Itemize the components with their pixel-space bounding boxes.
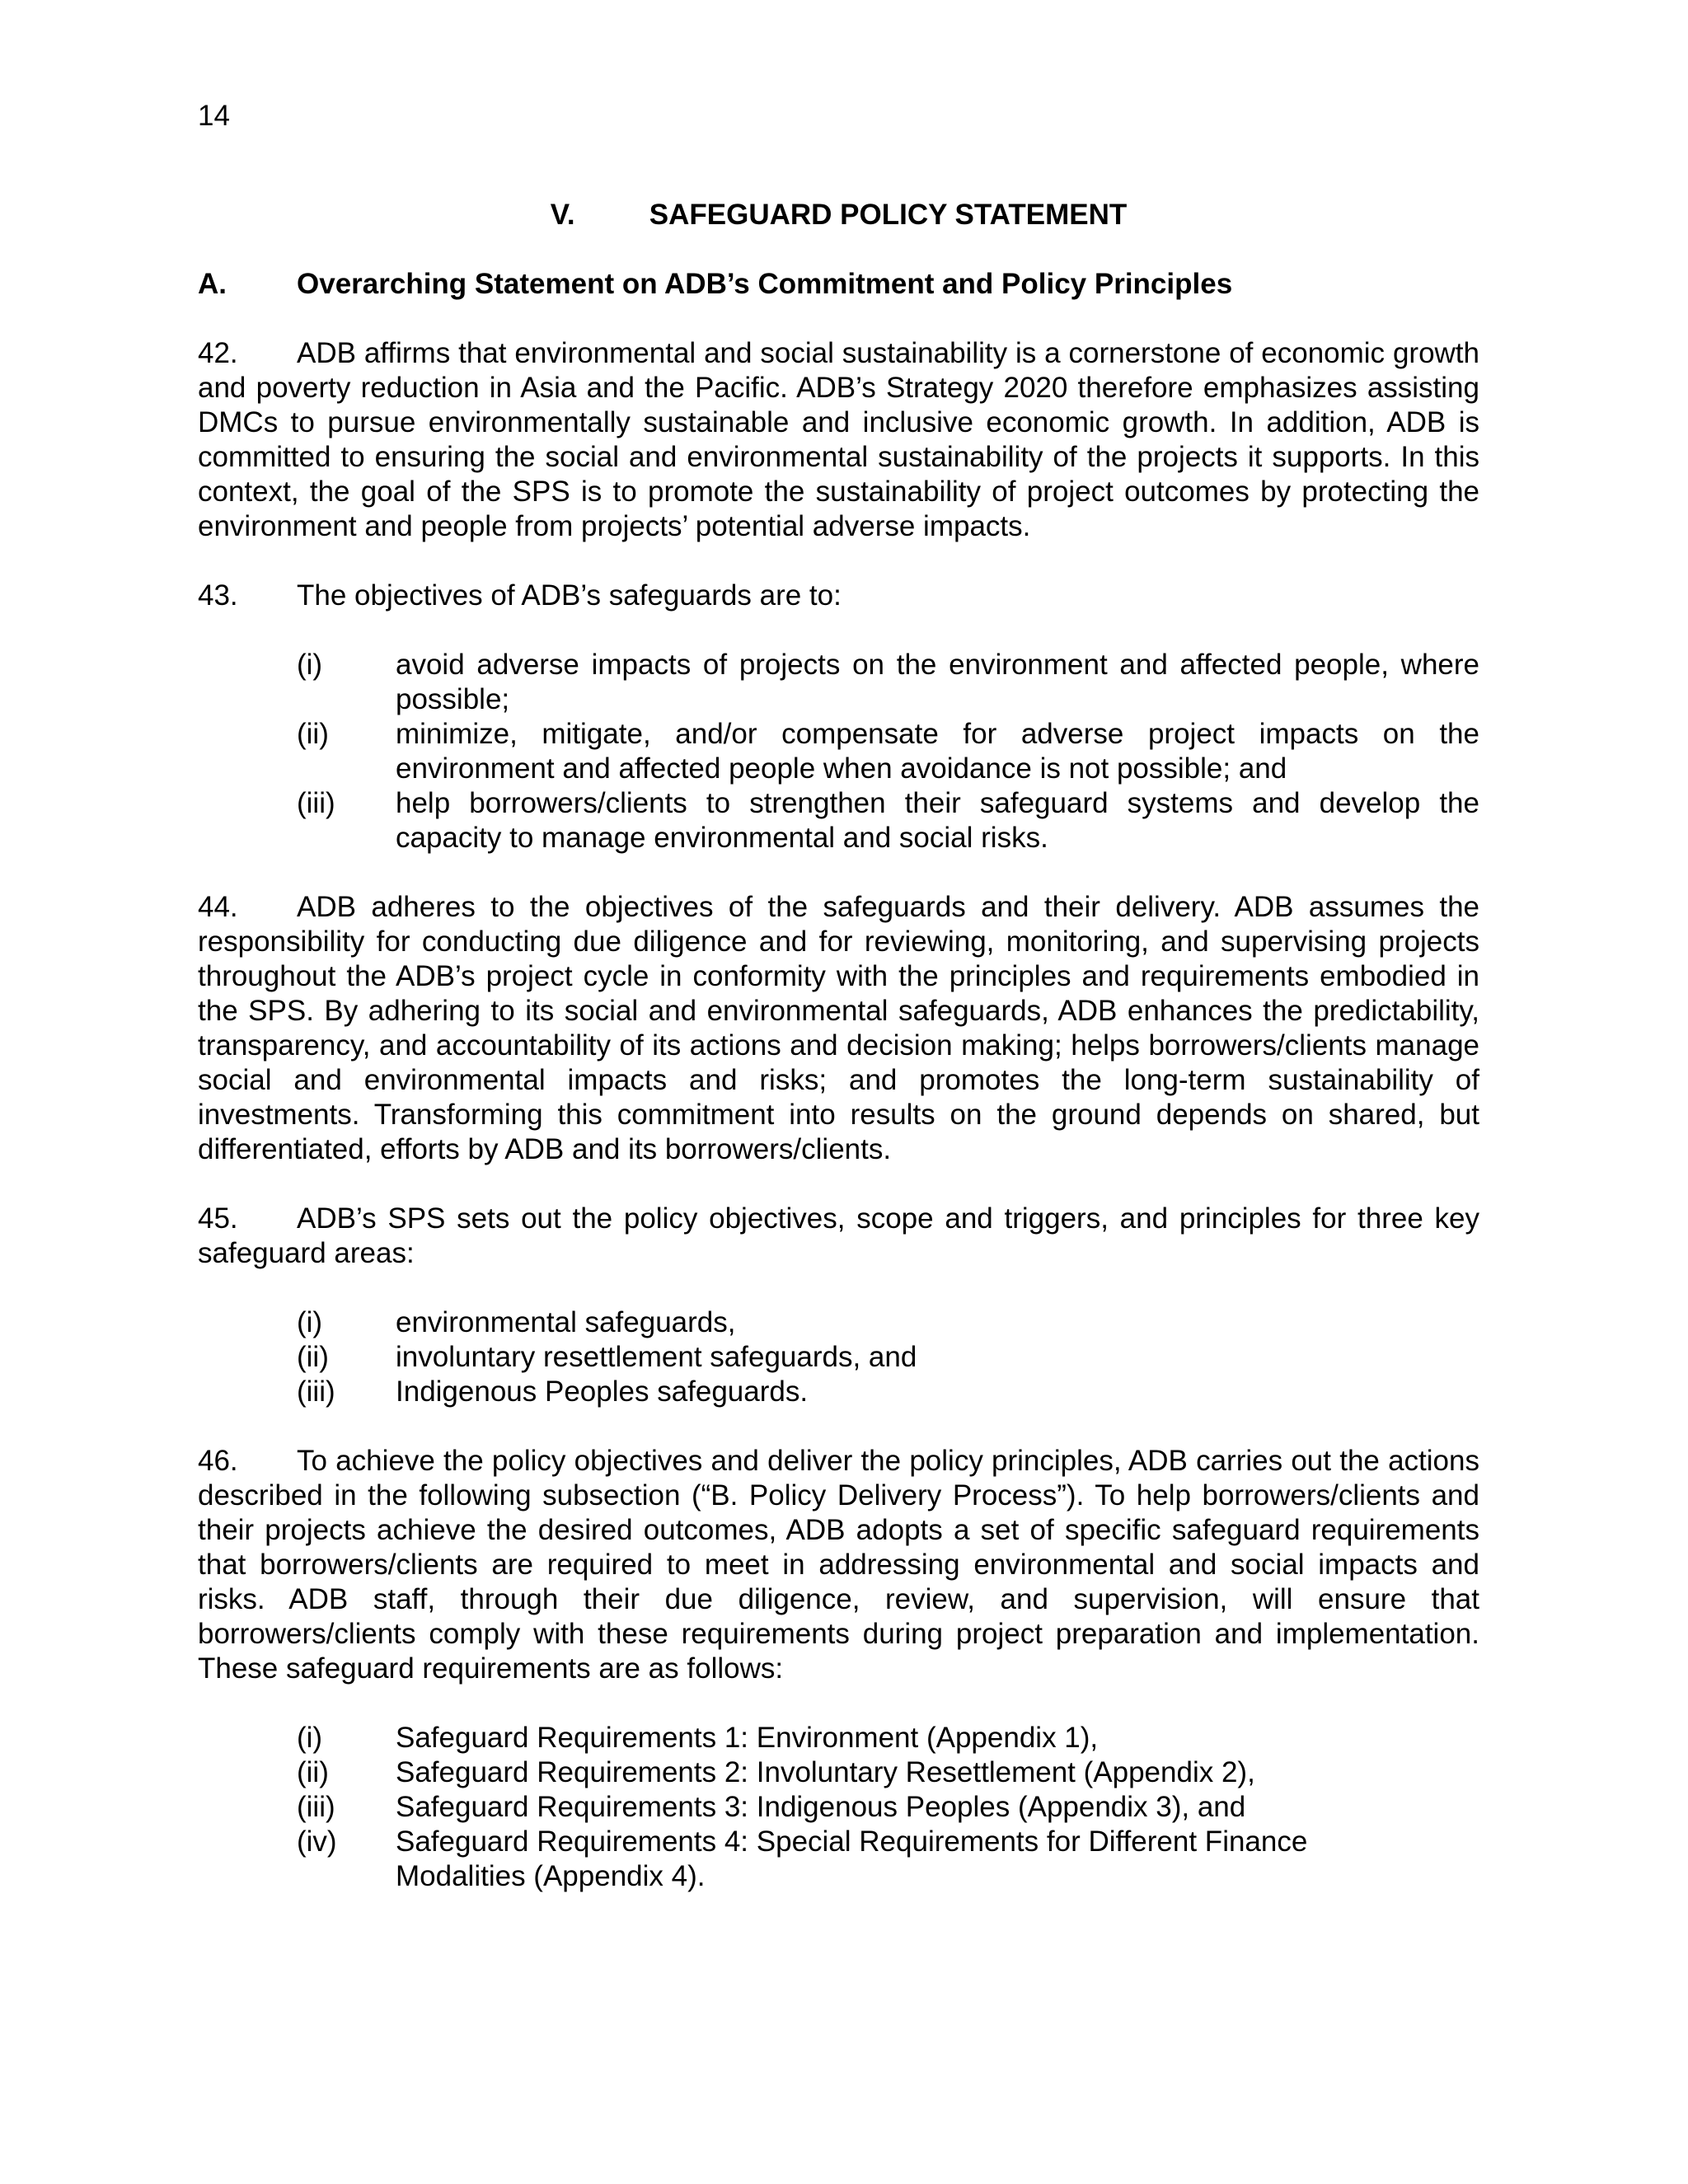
list-item-number: (ii) (297, 1341, 329, 1373)
page-content (198, 198, 1479, 1929)
paragraph-43 (198, 579, 1479, 613)
list-item-text: avoid adverse impacts of projects on the environment and affected people, where possible; (396, 649, 1479, 715)
page-number: 14 (198, 100, 230, 132)
objectives-list (297, 648, 1479, 855)
list-item-number: (ii) (297, 718, 329, 750)
list-item-text: environmental safeguards, (396, 1306, 736, 1338)
list-item-number: (iii) (297, 1791, 335, 1823)
list-item-text: Safeguard Requirements 1: Environment (Appendix 1), (396, 1722, 1099, 1754)
list-item (297, 1755, 1479, 1790)
paragraph-text: ADB adheres to the objectives of the safeguards and their delivery. ADB assumes the responsibility for conducting due diligence and for reviewing, monitoring, and supervising projects throughout the ADB’s project cycle in conformity with the principles and requirements embodied in the SPS. By adhering to its social and environmental safeguards, ADB enhances the predictability, transparency, and accountability of its actions and decision making; helps borrowers/clients manage social and environmental impacts and risks; and promotes the long-term sustainability of investments. Transforming this commitment into results on the ground depends on shared, but differentiated, efforts by ADB and its borrowers/clients. (198, 891, 1479, 1165)
list-item (297, 1305, 1479, 1340)
list-item (297, 717, 1479, 786)
list-item-number: (i) (297, 1306, 323, 1338)
paragraph-44 (198, 890, 1479, 1167)
list-item-text: Indigenous Peoples safeguards. (396, 1376, 809, 1408)
paragraph-45 (198, 1202, 1479, 1271)
list-item (297, 786, 1479, 855)
paragraph-text: To achieve the policy objectives and deliver the policy principles, ADB carries out the actions described in the following subsection (“B. Policy Delivery Process”). To help borrowers/clients and their projects achieve the desired outcomes, ADB adopts a set of specific safeguard requirements that borrowers/clients are required to meet in addressing environmental and social impacts and risks. ADB staff, through their due diligence, review, and supervision, will ensure that borrowers/clients comply with these requirements during project preparation and implementation. These safeguard requirements are as follows: (198, 1445, 1479, 1685)
paragraph-text: ADB’s SPS sets out the policy objectives, scope and triggers, and principles for three key safeguard areas: (198, 1202, 1479, 1269)
list-item (297, 1375, 1479, 1409)
paragraph-number: 44. (198, 891, 238, 923)
list-item-text: Safeguard Requirements 3: Indigenous Peoples (Appendix 3), and (396, 1791, 1246, 1823)
paragraph-number: 46. (198, 1445, 238, 1477)
paragraph-number: 45. (198, 1202, 238, 1235)
list-item (297, 648, 1479, 717)
list-item (297, 1825, 1479, 1894)
subsection-number: A. (198, 268, 227, 300)
list-item (297, 1790, 1479, 1825)
paragraph-number: 43. (198, 579, 238, 612)
paragraph-42 (198, 336, 1479, 544)
paragraph-text: ADB affirms that environmental and social sustainability is a cornerstone of economic growth and poverty reduction in Asia and the Pacific. ADB’s Strategy 2020 therefore emphasizes assisting DMCs to pursue environmentally sustainable and inclusive economic growth. In addition, ADB is committed to ensuring the social and environmental sustainability of the projects it supports. In this context, the goal of the SPS is to promote the sustainability of project outcomes by protecting the environment and people from projects’ potential adverse impacts. (198, 337, 1479, 542)
section-title: SAFEGUARD POLICY STATEMENT (649, 199, 1128, 231)
list-item-number: (iii) (297, 1376, 335, 1408)
list-item-number: (iv) (297, 1825, 337, 1858)
list-item-text: minimize, mitigate, and/or compensate for adverse project impacts on the environment and affected people when avoidance is not possible; and (396, 718, 1479, 785)
list-item (297, 1340, 1479, 1375)
section-number: V. (550, 199, 575, 231)
list-item-number: (i) (297, 649, 323, 681)
paragraph-46 (198, 1444, 1479, 1686)
section-heading (198, 198, 1479, 232)
list-item-number: (i) (297, 1722, 323, 1754)
safeguard-requirements-list (297, 1721, 1479, 1894)
list-item (297, 1721, 1479, 1755)
list-item-text: Safeguard Requirements 4: Special Requirements for Different Finance Modalities (Appendix 4). (396, 1825, 1308, 1892)
list-item-number: (ii) (297, 1756, 329, 1788)
subsection-heading (198, 267, 1479, 302)
list-item-text: involuntary resettlement safeguards, and (396, 1341, 917, 1373)
paragraph-text: The objectives of ADB’s safeguards are to: (297, 579, 842, 612)
list-item-text: Safeguard Requirements 2: Involuntary Resettlement (Appendix 2), (396, 1756, 1255, 1788)
subsection-title: Overarching Statement on ADB’s Commitment and Policy Principles (297, 268, 1233, 300)
paragraph-number: 42. (198, 337, 238, 369)
list-item-text: help borrowers/clients to strengthen their safeguard systems and develop the capacity to manage environmental and social risks. (396, 787, 1479, 854)
safeguard-areas-list (297, 1305, 1479, 1409)
list-item-number: (iii) (297, 787, 335, 819)
